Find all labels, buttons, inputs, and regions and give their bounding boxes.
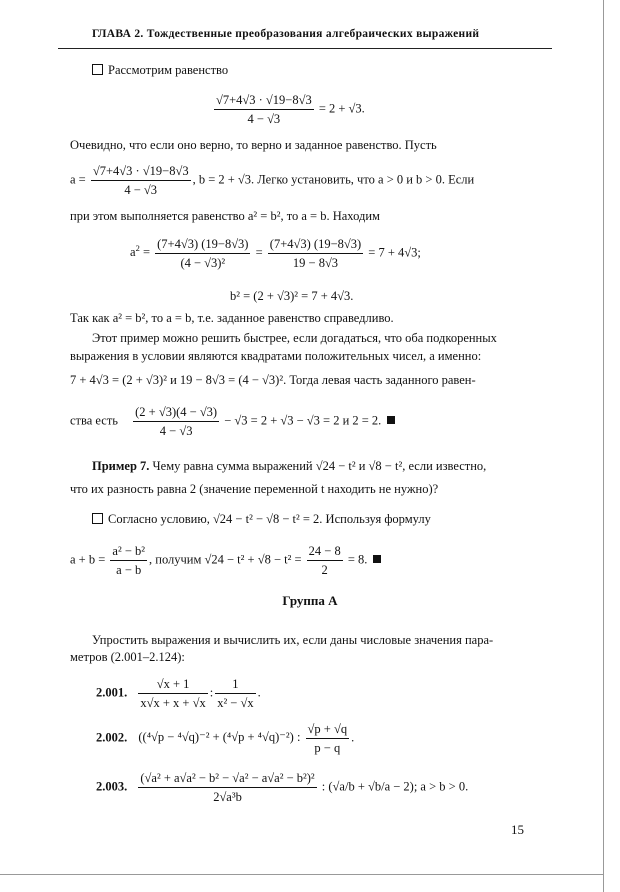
a2-numerator-1: (7+4√3) (19−8√3) (155, 236, 250, 254)
ex1-fraction-2 (215, 676, 255, 711)
ex2-fraction (306, 721, 350, 756)
sol2-mid: , получим √24 − t² + √8 − t² = (149, 552, 302, 567)
faster-line-3: 7 + 4√3 = (2 + √3)² и 19 − 8√3 = (4 − √3)². Тогда левая часть заданного равен- (70, 373, 476, 387)
faster-4-denominator: 4 − √3 (159, 424, 193, 438)
section-title: Группа А (282, 593, 338, 608)
ex1-numerator-2: 1 (215, 676, 255, 694)
example7-text-2: что их разность равна 2 (значение переменной t находить не нужно)? (70, 482, 439, 496)
consider-line (92, 62, 228, 78)
ex1-denominator-2: x² − √x (217, 696, 254, 710)
exercise-2001 (96, 676, 261, 711)
faster-line-4 (70, 404, 395, 439)
faster-4-fraction (133, 404, 219, 439)
consider-text: Рассмотрим равенство (108, 63, 229, 77)
a2-fraction-1 (155, 236, 250, 271)
equation-1 (212, 92, 365, 127)
sol2-denominator-2: 2 (321, 563, 328, 577)
page-edge-right (603, 0, 604, 892)
qed-square-icon-2 (373, 555, 381, 563)
exercise-2003 (96, 770, 468, 805)
group-intro-2: метров (2.001–2.124): (70, 650, 185, 664)
a-def-denominator: 4 − √3 (124, 183, 158, 197)
ex2-numerator: √p + √q (306, 721, 350, 739)
example7-solution-2 (70, 543, 381, 578)
ex1-fraction-1 (138, 676, 207, 711)
exercise-number: 2.003. (96, 779, 128, 794)
faster-line-2: выражения в условии являются квадратами положительных чисел, а именно: (70, 349, 482, 363)
a-def-tail: , b = 2 + √3. Легко установить, что a > 0 и b > 0. Если (192, 172, 475, 187)
proof-start-box-icon (92, 64, 103, 75)
example7-label: Пример 7. (92, 459, 150, 473)
faster-4-post: − √3 = 2 + √3 − √3 = 2 и 2 = 2. (224, 413, 382, 428)
eq1-denominator: 4 − √3 (247, 112, 281, 126)
a-def-numerator: √7+4√3 · √19−8√3 (91, 163, 191, 181)
ex1-divide: : (209, 685, 214, 700)
exercise-number: 2.001. (96, 685, 128, 700)
header-rule (58, 48, 552, 49)
sol2-lhs: a + b = (70, 552, 106, 567)
a-squared-equation: $a^2$ = $\frac{(7+4√3) (19-8√3)}{\text{(4 − √3)²}}$ = $\frac{(7+4√3) (19-8√3)}{19 - 8√3}$ = 7 + 4√3; (130, 237, 421, 270)
paragraph-line-2: Очевидно, что если оно верно, то верно и заданное равенство. Пусть (70, 138, 437, 152)
ex2-expression: ((⁴√p − ⁴√q)⁻² + (⁴√p + ⁴√q)⁻²) : (138, 730, 301, 745)
faster-4-numerator: (2 + √3)(4 − √3) (133, 404, 219, 422)
ex3-numerator: (√a² + a√a² − b² − √a² − a√a² − b²)² (138, 770, 316, 788)
page-number: 15 (511, 822, 524, 837)
ex2-tail: . (351, 730, 355, 745)
exercise-number: 2.002. (96, 730, 128, 745)
paragraph-line-4: при этом выполняется равенство a² = b², то a = b. Находим (70, 209, 380, 223)
ex3-denominator: 2√a³b (213, 790, 242, 804)
sol2-fraction-2 (307, 543, 343, 578)
eq1-rhs: = 2 + √3. (318, 101, 365, 116)
faster-line-1: Этот пример можно решить быстрее, если догадаться, что оба подкоренных (92, 331, 497, 345)
exercise-2002 (96, 721, 354, 756)
a2-denominator-1: (4 − √3)² (180, 256, 226, 270)
a-def-fraction (91, 163, 191, 198)
since-line: Так как a² = b², то a = b, т.е. заданное равенство справедливо. (70, 311, 394, 325)
a-definition: a = $\frac{√7+4√3 \cdot √19-8√3}{4 - √3}$ , b = 2 + √3. Легко установить, что a > 0 и b > 0. Если (70, 164, 475, 197)
faster-4-pre: ства есть (70, 413, 118, 428)
qed-square-icon (387, 416, 395, 424)
page-edge-bottom (0, 874, 604, 875)
example7-text-1: Чему равна сумма выражений √24 − t² и √8 − t², если известно, (152, 459, 487, 473)
sol2-numerator-2: 24 − 8 (307, 543, 343, 561)
ex1-tail: . (257, 685, 261, 700)
running-header: ГЛАВА 2. Тождественные преобразования алгебраических выражений (92, 28, 480, 40)
ex2-denominator: p − q (314, 741, 341, 755)
sol2-denominator: a − b (116, 563, 142, 577)
eq1-numerator: √7+4√3 · √19−8√3 (214, 92, 314, 110)
sol2-end: = 8. (347, 552, 368, 567)
a2-denominator-2: 19 − 8√3 (292, 256, 339, 270)
a2-result: = 7 + 4√3; (368, 245, 421, 260)
proof-start-box-icon-2 (92, 513, 103, 524)
a2-fraction-2 (268, 236, 363, 271)
a2-numerator-2: (7+4√3) (19−8√3) (268, 236, 363, 254)
sol2-numerator: a² − b² (110, 543, 147, 561)
ex1-numerator-1: √x + 1 (138, 676, 207, 694)
example7-line-1 (92, 458, 486, 474)
b-squared-equation: b² = (2 + √3)² = 7 + 4√3. (230, 289, 354, 303)
ex3-fraction (138, 770, 316, 805)
example7-sol-1-text: Согласно условию, √24 − t² − √8 − t² = 2. Используя формулу (108, 512, 431, 526)
eq1-fraction (214, 92, 314, 127)
group-intro-1: Упростить выражения и вычислить их, если даны числовые значения пара- (92, 633, 494, 647)
ex3-tail: : (√a/b + √b/a − 2); a > b > 0. (321, 779, 469, 794)
example7-solution-1 (92, 511, 431, 527)
ex1-denominator-1: x√x + x + √x (140, 696, 206, 710)
sol2-fraction (110, 543, 147, 578)
